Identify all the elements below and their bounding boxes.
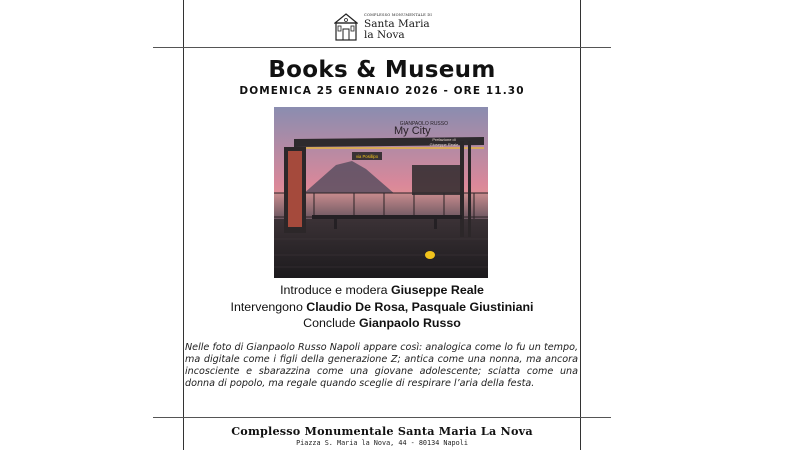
moderator-name: Giuseppe Reale [390, 283, 484, 297]
conclusion-line [0, 315, 764, 332]
cover-preface-label: Prefazione di [432, 137, 456, 142]
conclusion-name: Gianpaolo Russo [358, 316, 461, 331]
cover-preface-author: Giuseppe Reale [429, 142, 459, 147]
speakers-prefix: Intervengono [230, 299, 307, 314]
bus-stop-photo [274, 107, 488, 278]
cover-title: My City [394, 125, 431, 137]
cover-author: GIANPAOLO RUSSO [399, 121, 448, 127]
venue-address: Piazza S. Maria la Nova, 44 - 80134 Napoli [296, 439, 468, 447]
logo-subtitle: COMPLESSO MONUMENTALE DI [364, 12, 433, 17]
speakers-line [0, 299, 764, 316]
book-cover-image [274, 107, 488, 278]
conclusion-prefix: Conclude [303, 316, 359, 331]
header-divider [153, 47, 611, 48]
event-title: Books & Museum [268, 57, 496, 83]
logo-name-line1: Santa Maria [364, 18, 430, 31]
cover-street-sign: via Posillipo [355, 154, 379, 159]
venue-name: Complesso Monumentale Santa Maria La Nova [231, 424, 533, 438]
moderator-prefix: Introduce e modera [280, 283, 391, 297]
church-icon [334, 12, 358, 42]
speakers-names: Claudio De Rosa, Pasquale Giustiniani [306, 299, 534, 314]
footer-divider [153, 417, 611, 418]
venue-logo [334, 12, 432, 42]
logo-name-line2: la Nova [364, 28, 405, 41]
event-date: DOMENICA 25 GENNAIO 2026 - ORE 11.30 [239, 85, 525, 97]
moderator-line [0, 282, 764, 299]
book-description: Nelle foto di Gianpaolo Russo Napoli appare così: analogica come lo fu un tempo, ma digitale come i figli della generazione Z; antica come una nonna, ma ancora incosciente e sbarazzina come una giovane adolescente; sciatta come una donna di popolo, ma regale quando sceglie di respirare l’aria della festa. [185, 342, 578, 390]
speakers-block [0, 282, 764, 332]
